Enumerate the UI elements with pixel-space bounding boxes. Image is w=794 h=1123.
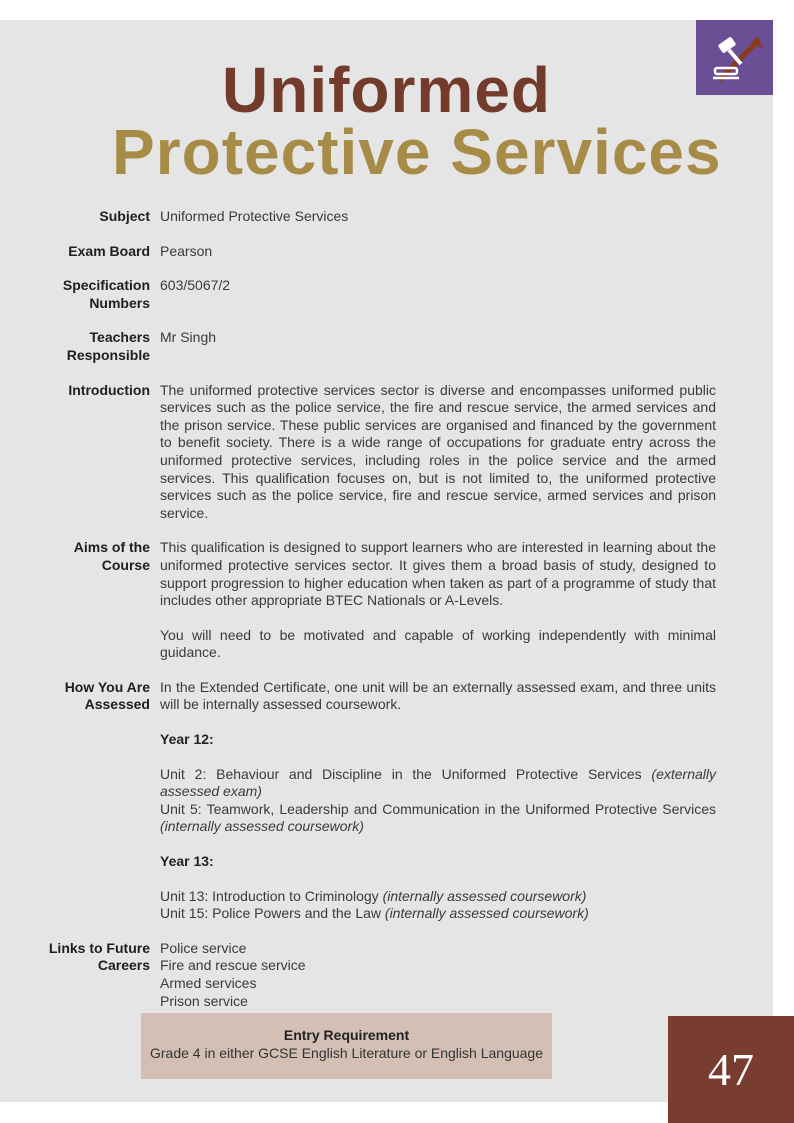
title-line-2: Protective Services	[112, 116, 722, 188]
subject-label: Subject	[99, 208, 150, 224]
specification-label-line-2: Numbers	[89, 294, 150, 311]
unit-assessment-note: (internally assessed coursework)	[384, 905, 589, 922]
exam-board-value: Pearson	[160, 242, 213, 259]
aims-value	[160, 539, 716, 662]
year-12-heading: Year 12:	[160, 731, 214, 748]
year-13-units	[160, 888, 716, 923]
teachers-label-line-2: Responsible	[66, 346, 150, 363]
career-item: Prison service	[160, 992, 248, 1009]
unit-assessment-note: (internally assessed coursework)	[382, 887, 587, 904]
unit-name: Unit 15: Police Powers and the Law	[160, 905, 382, 922]
aims-row	[0, 539, 773, 662]
specification-value: 603/5067/2	[160, 277, 231, 294]
entry-requirement-text: Grade 4 in either GCSE English Literature or English Language	[149, 1044, 543, 1061]
unit-assessment-note: (externally assessed exam)	[160, 765, 716, 800]
unit-name: Unit 5: Teamwork, Leadership and Communication in the Uniformed Protective Services	[160, 800, 716, 817]
aims-label-line-2: Course	[101, 556, 150, 573]
assessment-value	[160, 679, 716, 923]
page-number: 47	[668, 1016, 794, 1123]
careers-row	[0, 940, 773, 1010]
introduction-text: The uniformed protective services sector is diverse and encompasses uniformed public services such as the police service, the fire and rescue service, the armed services and the prison service. These public services are organised and financed by the government to benefit society. There is a wide range of occupations for graduate entry across the uniformed protective services, including roles in the police service and the armed services. This qualification focuses on, but is not limited to, the uniformed protective services such as the police service, fire and rescue service, armed services and prison service.	[160, 381, 716, 521]
introduction-label: Introduction	[68, 381, 150, 398]
teachers-label	[0, 329, 150, 364]
careers-list	[160, 940, 716, 1010]
exam-board-row	[0, 243, 773, 261]
unit-name: Unit 13: Introduction to Criminology	[160, 887, 379, 904]
specification-label	[0, 277, 150, 312]
assessment-intro: In the Extended Certificate, one unit will be an externally assessed exam, and three units will be internally assessed coursework.	[160, 678, 716, 713]
course-details	[0, 208, 773, 1027]
aims-label-line-1: Aims of the	[73, 539, 150, 556]
careers-label-line-2: Careers	[97, 957, 150, 974]
career-item: Armed services	[160, 975, 257, 991]
entry-requirement-title: Entry Requirement	[283, 1027, 410, 1043]
year-12-units	[160, 766, 716, 836]
unit-assessment-note: (internally assessed coursework)	[160, 818, 364, 835]
title-line-1: Uniformed	[222, 54, 551, 126]
subject-value: Uniformed Protective Services	[160, 208, 349, 224]
entry-requirement-box	[141, 1013, 552, 1079]
exam-board-label: Exam Board	[68, 242, 150, 259]
assessment-row	[0, 679, 773, 923]
assessment-label-line-2: Assessed	[84, 696, 150, 713]
teachers-value: Mr Singh	[160, 329, 217, 346]
career-item: Fire and rescue service	[160, 957, 306, 974]
unit-name: Unit 2: Behaviour and Discipline in the Uniformed Protective Services	[160, 765, 642, 782]
specification-row	[0, 277, 773, 312]
careers-label-line-1: Links to Future	[48, 939, 150, 956]
assessment-label	[0, 679, 150, 923]
introduction-row	[0, 382, 773, 523]
subject-row	[0, 208, 773, 226]
teachers-label-line-1: Teachers	[89, 329, 150, 346]
careers-label	[0, 940, 150, 1010]
aims-label	[0, 539, 150, 662]
career-item: Police service	[160, 939, 247, 956]
aims-paragraph-1: This qualification is designed to support learners who are interested in learning about the uniformed protective services sector. It gives them a broad basis of study, designed to support progression to higher education when taken as part of a programme of study that includes other appropriate BTEC Nationals or A-Levels.	[160, 539, 716, 609]
specification-label-line-1: Specification	[62, 277, 150, 294]
year-13-heading: Year 13:	[160, 853, 214, 870]
assessment-label-line-1: How You Are	[64, 678, 150, 695]
aims-paragraph-2: You will need to be motivated and capable of working independently with minimal guidance.	[160, 626, 716, 661]
teachers-row	[0, 329, 773, 364]
